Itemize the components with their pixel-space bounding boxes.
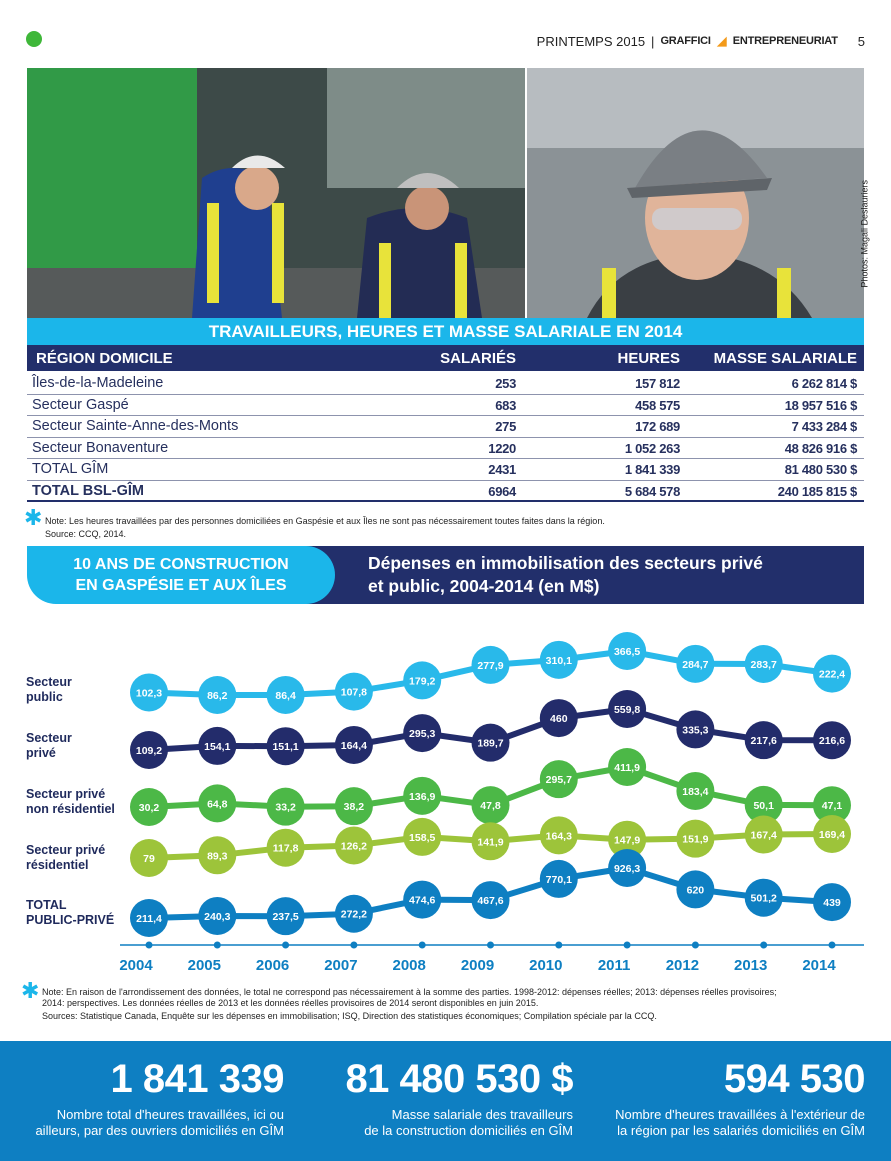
header-separator: | [651,33,655,49]
cell-payroll: 48 826 916 $ [784,440,857,456]
stat-description-line2: ailleurs, par des ouvriers domiciliés en GÎM [35,1123,284,1138]
data-label: 501,2 [750,892,777,905]
x-tick-label: 2009 [460,957,495,974]
data-label: 283,7 [750,658,777,671]
worker-portrait-illustration [527,68,864,318]
data-label: 30,2 [138,802,160,814]
x-axis-tick [760,942,767,949]
column-header-hours: HEURES [617,350,680,367]
x-tick-label: 2014 [802,957,836,974]
table-title: TRAVAILLEURS, HEURES ET MASSE SALARIALE EN 2014 [27,318,864,345]
cell-employees: 253 [495,376,516,391]
page-header [537,33,865,49]
data-label: 411,9 [614,762,640,774]
data-label: 151,9 [682,833,709,846]
chart-note-line3: Sources: Statistique Canada, Enquête sur les dépenses en immobilisation; ISQ, Direction des statistiques économiques; Compilation spéciale par la CCQ. [42,1011,657,1021]
data-label: 926,3 [613,863,641,875]
cell-hours: 1 841 339 [624,462,680,477]
section-banner [27,546,335,604]
table-row [27,416,864,438]
data-label: 79 [143,853,155,865]
data-label: 158,5 [409,831,436,844]
chart-title-line1: Dépenses en immobilisation des secteurs privé [368,553,763,573]
data-label: 64,8 [207,798,228,811]
x-axis-tick [282,942,289,949]
data-label: 439 [823,897,841,910]
table-row [27,373,864,395]
data-label: 107,8 [340,686,368,699]
x-axis-tick [555,942,562,949]
section-banner-line2: EN GASPÉSIE ET AUX ÎLES [75,577,287,594]
data-label: 147,9 [613,834,641,847]
data-label: 272,2 [340,908,368,921]
data-label: 217,6 [750,735,777,748]
table-total-row [27,481,864,503]
x-axis-tick [624,942,631,949]
stat-description-line2: la région par les salariés domiciliés en GÎM [617,1123,865,1138]
data-label: 216,6 [818,735,846,748]
x-axis-tick [487,942,494,949]
cell-payroll: 18 957 516 $ [784,397,857,413]
worker-portrait-photo [527,68,870,318]
stat-description-line1: Masse salariale des travailleurs [391,1107,573,1122]
data-label: 211,4 [136,913,162,925]
data-label: 620 [686,884,705,897]
data-label: 164,4 [340,739,368,752]
x-tick-label: 2010 [529,957,563,974]
series-label-line1: TOTAL [26,898,67,912]
cell-employees: 275 [495,419,516,434]
cell-region: Secteur Sainte-Anne-des-Monts [32,418,239,434]
table-body [27,373,864,502]
chart-note-line1: Note: En raison de l'arrondissement des données, le total ne correspond pas nécessairement à la somme des parties. 1998-2012: dépenses réelles; 2013: dépenses réelles provisoires; [42,987,777,997]
cell-payroll: 81 480 530 $ [784,462,857,477]
cell-payroll: 6 262 814 $ [791,376,857,391]
stat-payroll [345,1057,573,1139]
page-number: 5 [857,33,865,49]
series-label-line1: Secteur [26,675,72,689]
cell-employees: 1220 [488,440,516,456]
series-label-line1: Secteur privé [26,787,106,801]
cell-hours: 5 684 578 [624,483,680,499]
stat-description-line1: Nombre total d'heures travaillées, ici ou [56,1107,284,1122]
series-label-line2: public [26,690,63,704]
series-label-line2: privé [26,746,56,760]
key-figures-band [0,1041,891,1161]
cell-employees: 6964 [488,483,516,499]
data-label: 559,8 [613,704,641,716]
cell-region: Secteur Bonaventure [32,439,169,456]
data-label: 86,2 [207,690,228,702]
x-tick-label: 2006 [255,957,290,974]
data-label: 277,9 [477,659,504,672]
cell-payroll: 240 185 815 $ [777,483,857,499]
data-label: 284,7 [682,658,709,671]
series-label-line1: Secteur privé [26,843,106,857]
data-label: 109,2 [135,745,163,757]
data-label: 467,6 [477,895,504,908]
data-label: 770,1 [545,873,572,886]
cell-region: Secteur Gaspé [32,396,129,413]
data-label: 295,7 [545,774,572,787]
cell-hours: 172 689 [635,419,680,434]
data-label: 366,5 [613,646,641,658]
data-label: 86,4 [275,689,296,702]
capital-spending-line-chart [0,620,891,980]
x-tick-label: 2011 [597,957,631,974]
section-banner-line1: 10 ANS DE CONSTRUCTION [73,556,289,573]
table-row [27,395,864,417]
data-label: 167,4 [750,829,777,842]
cell-hours: 157 812 [635,376,680,391]
table-header-row [27,345,864,371]
x-axis-tick [419,942,426,949]
data-label: 222,4 [818,668,846,681]
data-label: 460 [550,713,568,726]
data-label: 126,2 [340,840,368,853]
data-label: 237,5 [272,911,299,924]
x-axis-tick [829,942,836,949]
x-tick-label: 2005 [187,957,221,974]
x-axis-tick [350,942,357,949]
cell-hours: 1 052 263 [624,440,680,456]
data-label: 164,3 [545,830,572,843]
cell-payroll: 7 433 284 $ [791,419,857,434]
data-label: 310,1 [545,654,572,667]
table-row [27,438,864,460]
data-label: 38,2 [343,801,365,814]
column-header-payroll: MASSE SALARIALE [713,350,857,367]
data-label: 295,3 [409,728,436,741]
column-header-employees: SALARIÉS [440,350,516,367]
x-tick-label: 2012 [665,957,700,974]
data-label: 169,4 [818,829,846,841]
x-tick-label: 2013 [734,957,768,974]
table-note: Note: Les heures travaillées par des personnes domiciliées en Gaspésie et aux Îles ne sont pas nécessairement toutes faites dans la région. [45,516,605,526]
stat-description-line2: de la construction domiciliés en GÎM [364,1123,573,1138]
data-label: 33,2 [275,801,296,814]
cell-region: Îles-de-la-Madeleine [32,375,164,391]
stat-total-hours [35,1057,284,1139]
data-label: 136,9 [409,790,436,803]
workers-photo-illustration [27,68,525,318]
cell-region: TOTAL GÎM [32,461,109,477]
x-axis-tick [214,942,221,949]
series-label-line2: PUBLIC-PRIVÉ [26,913,115,927]
chart-title-line2: et public, 2004-2014 (en M$) [368,576,600,596]
data-label: 179,2 [409,675,436,688]
stat-value: 594 530 [723,1057,865,1101]
x-tick-label: 2007 [324,957,358,974]
data-label: 189,7 [477,737,504,750]
data-label: 183,4 [682,785,709,798]
cell-hours: 458 575 [635,397,680,413]
data-label: 335,3 [682,724,709,737]
cell-employees: 2431 [488,462,516,477]
brand-name: GRAFFICI [660,35,711,47]
data-label: 141,9 [477,836,504,849]
stat-outside-hours [615,1057,865,1139]
data-label: 47,1 [821,800,843,813]
stat-value: 81 480 530 $ [345,1057,573,1101]
data-label: 89,3 [207,850,228,863]
data-label: 474,6 [409,894,436,907]
cell-employees: 683 [495,397,516,413]
data-label: 117,8 [272,842,299,855]
column-header-region: RÉGION DOMICILE [36,350,173,367]
series-label-line2: non résidentiel [26,802,115,816]
chart-title-banner [300,546,864,604]
x-axis-tick [692,942,699,949]
asterisk-icon: ✱ [21,978,40,1003]
series-label-line2: résidentiel [26,858,89,872]
brand-mark-icon: ◢ [716,33,727,48]
table-source: Source: CCQ, 2014. [45,529,127,539]
asterisk-icon: ✱ [24,505,43,530]
x-tick-label: 2004 [119,957,153,974]
data-label: 151,1 [272,741,299,754]
cell-region: TOTAL BSL-GÎM [32,482,144,499]
x-tick-label: 2008 [392,957,426,974]
data-label: 240,3 [204,910,231,923]
data-label: 154,1 [204,740,231,753]
stat-description-line1: Nombre d'heures travaillées à l'extérieur de [615,1107,865,1122]
data-label: 47,8 [480,800,501,813]
workers-photo [27,68,525,318]
section-name: ENTREPRENEURIAT [732,35,838,47]
data-label: 102,3 [135,687,163,700]
issue-season: PRINTEMPS 2015 [536,33,646,49]
green-dot-icon [26,31,42,47]
series-label-line1: Secteur [26,731,72,745]
table-row [27,459,864,481]
x-axis-tick [146,942,153,949]
chart-note-line2: 2014: perspectives. Les données réelles de 2013 et les données réelles provisoires de 2014 seront disponibles en juin 2015. [42,998,539,1008]
photo-credit: Photos: Magali Deslauriers [860,180,870,288]
stat-value: 1 841 339 [110,1057,284,1101]
data-label: 50,1 [753,799,774,812]
